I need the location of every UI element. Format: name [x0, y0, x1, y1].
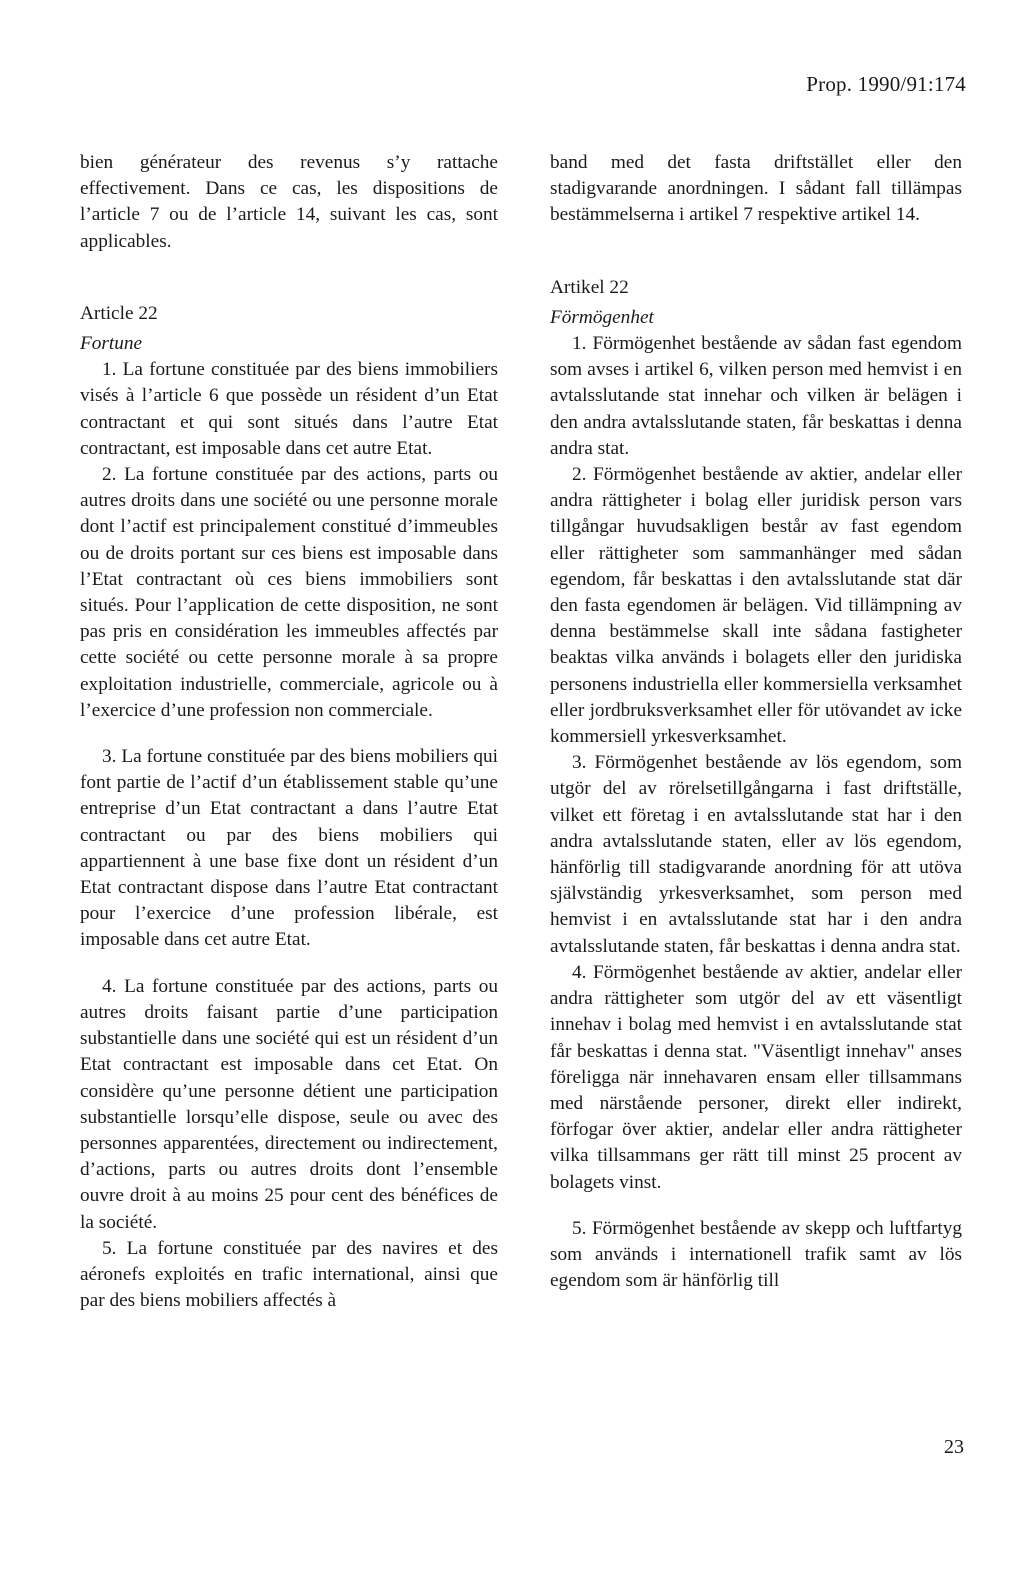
french-intro: bien générateur des revenus s’y rattache effectivement. Dans ce cas, les dispositions de l’article 7 ou de l’article 14, suivant les cas, sont applicables. — [80, 152, 498, 252]
swedish-article-subtitle: Förmögenhet — [550, 306, 654, 328]
french-paragraph-4: 4. La fortune constituée par des actions, parts ou autres droits faisant partie d’une participation substantielle dans une société qui est un résident d’un Etat contractant est imposable dans cet Etat. On considère qu’une personne détient une participation substantielle lorsqu’elle dispose, seule ou avec des personnes apparentées, directement ou indirectement, d’actions, parts ou autres droits dont l’ensemble ouvre droit à au moins 25 pour cent des bénéfices de la société. — [80, 975, 498, 1233]
swedish-column — [550, 150, 962, 1294]
french-paragraph-5: 5. La fortune constituée par des navires et des aéronefs exploités en trafic international, ainsi que par des biens mobiliers affectés à — [80, 1237, 498, 1312]
swedish-paragraph-1: 1. Förmögenhet bestående av sådan fast egendom som avses i artikel 6, vilken person med hemvist i en avtalsslutande stat innehar och vilken är belägen i den andra avtalsslutande staten, får beskattas i denna andra stat. — [550, 333, 962, 459]
swedish-paragraph-2: 2. Förmögenhet bestående av aktier, andelar eller andra rättigheter i bolag eller juridisk person vars tillgångar huvudsakligen består av fast egendom eller rättigheter som sammanhänger med sådan egendom, får beskattas i den avtalsslutande stat där den fasta egendomen är belägen. Vid tillämpning av denna bestämmelse skall inte sådana fastigheter beaktas vilka används i bolagets eller den juridiska personens industriella eller kommersiella verksamhet eller jordbruksverksamhet eller för utövandet av icke kommersiell yrkesverksamhet. — [550, 464, 962, 748]
french-article-title: Article 22 — [80, 302, 158, 324]
french-paragraph-1: 1. La fortune constituée par des biens immobiliers visés à l’article 6 que possède un résident d’un Etat contractant et qui sont situés dans l’autre Etat contractant, est imposable dans cet autre Etat. — [80, 359, 498, 459]
swedish-article-title: Artikel 22 — [550, 276, 629, 298]
swedish-intro: band med det fasta driftstället eller den stadigvarande anordningen. I sådant fall tillämpas bestämmelserna i artikel 7 respektive artikel 14. — [550, 152, 962, 226]
page-number: 23 — [944, 1436, 964, 1458]
swedish-paragraph-3: 3. Förmögenhet bestående av lös egendom, som utgör del av rörelsetillgångarna i fast driftställe, vilket ett företag i en avtalsslutande stat har i den andra avtalsslutande staten, eller av lös egendom, hänförlig till stadigvarande anordning för att utöva självständig yrkesverksamhet, som person med hemvist i en avtalsslutande stat har i den andra avtalsslutande staten, får beskattas i denna andra stat. — [550, 752, 962, 957]
french-column — [80, 150, 498, 1314]
french-paragraph-2: 2. La fortune constituée par des actions, parts ou autres droits dans une société ou une personne morale dont l’actif est principalement constitué d’immeubles ou de droits portant sur ces biens est imposable dans l’Etat contractant où ces biens immobiliers sont situés. Pour l’application de cette disposition, ne sont pas pris en considération les immeubles affectés par cette société ou cette personne morale à sa propre exploitation industrielle, commerciale, agricole ou à l’exercice d’une profession non commerciale. — [80, 464, 498, 721]
document-reference: Prop. 1990/91:174 — [806, 72, 966, 96]
swedish-paragraph-5: 5. Förmögenhet bestående av skepp och luftfartyg som används i internationell trafik samt av lös egendom som är hänförlig till — [550, 1217, 962, 1292]
french-article-subtitle: Fortune — [80, 333, 143, 355]
french-paragraph-3: 3. La fortune constituée par des biens mobiliers qui font partie de l’actif d’un établissement stable qu’une entreprise d’un Etat contractant a dans l’autre Etat contractant ou par des biens mobiliers qui appartiennent à une base fixe dont un résident d’un Etat contractant dispose dans l’autre Etat contractant pour l’exercice d’une profession libérale, est imposable dans cet autre Etat. — [80, 746, 498, 951]
swedish-paragraph-4: 4. Förmögenhet bestående av aktier, andelar eller andra rättigheter som utgör del av ett väsentligt innehav i bolag med hemvist i en avtalsslutande stat får beskattas i denna stat. "Väsentligt innehav" anses föreligga när innehavaren ensam eller tillsammans med närstående personer, direkt eller indirekt, förfogar över aktier, andelar eller andra rättigheter vilka tillsammans ger rätt till minst 25 procent av bolagets vinst. — [550, 961, 962, 1193]
